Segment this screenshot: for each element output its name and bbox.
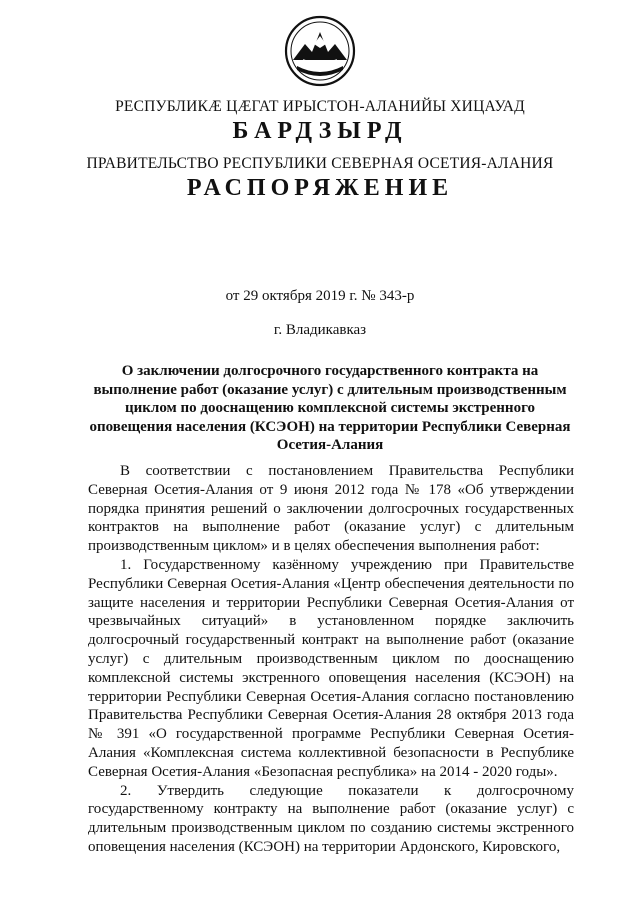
header-title-ossetian: БАРДЗЫРД: [232, 118, 408, 144]
header-line-russian: ПРАВИТЕЛЬСТВО РЕСПУБЛИКИ СЕВЕРНАЯ ОСЕТИЯ-АЛАНИЯ: [86, 155, 554, 172]
paragraph-item-2: 2. Утвердить следующие показатели к долгосрочному государственному контракту на выполнение работ (оказание услуг) с длительным производственным циклом по созданию системы экстренного оповещения населения (КСЭОН) на территории Ардонского, Кировского,: [88, 782, 574, 855]
document-type: РАСПОРЯЖЕНИЕ: [186, 175, 454, 201]
document-date: от 29 октября 2019 г. № 343-р: [225, 288, 415, 304]
header-line-ossetian: РЕСПУБЛИКÆ ЦÆГАТ ИРЫСТОН-АЛАНИЙЫ ХИЦАУАД: [115, 98, 525, 115]
coat-of-arms-icon: [283, 14, 357, 88]
paragraph-item-1: 1. Государственному казённому учреждению при Правительстве Республики Северная Осетия-Алания «Центр обеспечения деятельности по защите населения и территории Республики Северная Осетия-Алания от чрезвычайных ситуаций» в установленном порядке заключить долгосрочный государственный контракт на выполнение работ (оказание услуг) с длительным производственным циклом по дооснащению комплексной системы экстренного оповещения населения (КСЭОН) на территории Республики Северная Осетия-Алания согласно постановлению Правительства Республики Северная Осетия-Алания 28 октября 2013 года № 391 «О государственной программе Республики Северная Осетия-Алания «Комплексная система коллективной безопасности в Республике Северная Осетия-Алания «Безопасная республика» на 2014 - 2020 годы».: [88, 556, 574, 780]
paragraph-preamble: В соответствии с постановлением Правительства Республики Северная Осетия-Алания от 9 июня 2012 года № 178 «Об утверждении порядка принятия решений о заключении долгосрочных государственных контрактов на выполнение работ (оказание услуг) с длительным производственным циклом» и в целях обеспечения выполнения работ:: [88, 463, 574, 555]
document-city: г. Владикавказ: [273, 322, 367, 338]
document-body: [88, 462, 574, 857]
document-title: О заключении долгосрочного государственного контракта на выполнение работ (оказание услуг) с длительным производственным циклом по дооснащению комплексной системы экстренного оповещения населения (КСЭОН) на территории Республики Северная Осетия-Алания: [89, 363, 571, 454]
